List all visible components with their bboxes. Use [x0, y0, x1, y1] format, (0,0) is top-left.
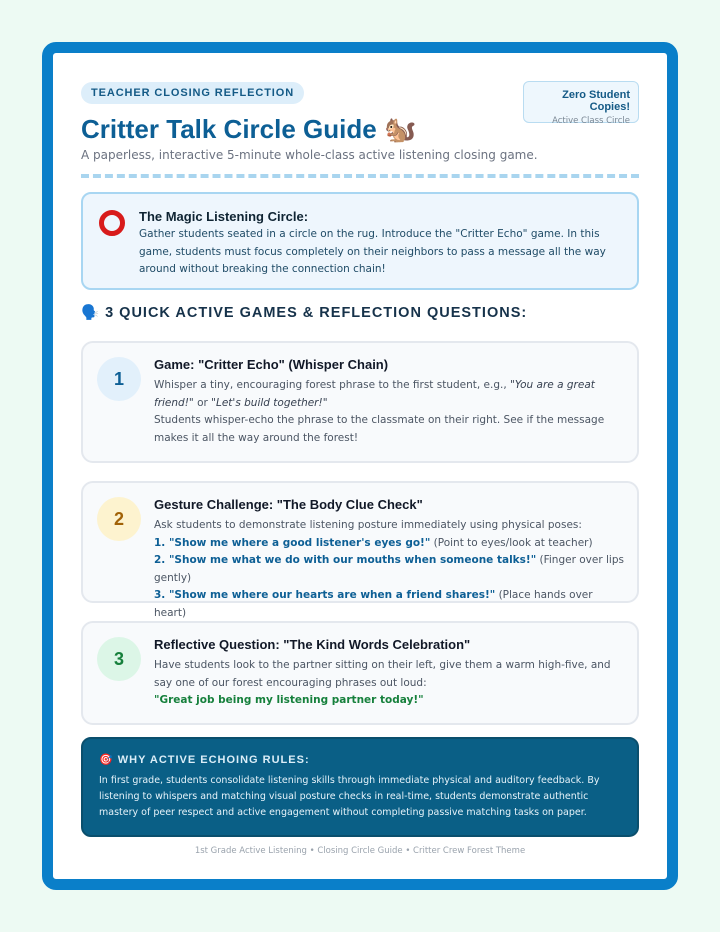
rules-body: In first grade, students consolidate listening skills through immediate physical and auditory feedback. By listening to whispers and matching visual posture checks in real-time, students demonstrate authentic mastery of peer respect and active engagement without completing passive matching tasks on paper. [99, 775, 600, 818]
list-item [154, 552, 624, 587]
gesture-prompt-2: 2. "Show me what we do with our mouths when someone talks!" [154, 554, 537, 566]
step-number-2: 2 [97, 497, 141, 541]
card3-body [154, 657, 624, 710]
card1-intro: Whisper a tiny, encouraging forest phrase to the first student, e.g., [154, 379, 511, 391]
games-section-heading-text: 3 QUICK ACTIVE GAMES & REFLECTION QUESTIONS: [105, 305, 528, 321]
card3-quote: "Great job being my listening partner today!" [154, 694, 424, 706]
card1-heading: Game: "Critter Echo" (Whisper Chain) [154, 357, 389, 372]
card1-or: or [193, 396, 212, 409]
card3-heading: Reflective Question: "The Kind Words Celebration" [154, 637, 471, 652]
step-number-3: 3 [97, 637, 141, 681]
page-footer: 1st Grade Active Listening • Closing Circle Guide • Critter Crew Forest Theme [194, 846, 526, 856]
gesture-prompt-3: 3. "Show me where our hearts are when a friend shares!" [154, 589, 496, 601]
game-card-1 [81, 341, 639, 463]
card1-phrase-1: "You are a great friend!" [154, 379, 595, 409]
magic-circle-callout [81, 192, 639, 290]
gesture-note-1: (Point to eyes/look at teacher) [430, 536, 593, 549]
game-card-2 [81, 481, 639, 619]
page-title-text: Critter Talk Circle Guide [81, 114, 377, 144]
zero-copies-badge [523, 81, 639, 126]
squirrel-icon: 🐿️ [383, 114, 417, 144]
game-card-3 [81, 621, 639, 725]
magic-heading: The Magic Listening Circle: [139, 209, 309, 224]
page-content [81, 81, 639, 856]
gesture-prompt-1: 1. "Show me where a good listener's eyes go!" [154, 536, 431, 549]
list-item [154, 587, 624, 622]
card3-text: Have students look to the partner sitting on their left, give them a warm high-five, and say one of our forest encouraging phrases out loud: [154, 659, 611, 689]
gesture-note-2: (Finger over lips gently) [154, 554, 624, 584]
circle-ring-icon [99, 210, 125, 236]
page-frame [42, 42, 678, 890]
speaking-head-icon: 🗣️ [81, 305, 101, 321]
card2-heading: Gesture Challenge: "The Body Clue Check" [154, 497, 423, 512]
dashed-divider [81, 174, 639, 178]
badge-subtitle: Active Class Circle [552, 116, 630, 126]
games-section-heading [81, 304, 639, 321]
rules-heading [99, 753, 310, 766]
rules-callout [81, 737, 639, 837]
page-subtitle: A paperless, interactive 5-minute whole-class active listening closing game. [81, 148, 538, 162]
target-icon: 🎯 [99, 754, 114, 766]
rules-heading-text: WHY ACTIVE ECHOING RULES: [117, 754, 310, 766]
badge-title: Zero Student Copies! [562, 89, 630, 113]
card1-phrase-2: "Let's build together!" [211, 396, 328, 409]
card1-body [154, 377, 624, 447]
card1-instructions: Students whisper-echo the phrase to the classmate on their right. See if the message makes it all the way around the forest! [154, 414, 605, 444]
card2-body [154, 517, 624, 622]
step-number-1: 1 [97, 357, 141, 401]
card2-intro: Ask students to demonstrate listening posture immediately using physical poses: [154, 519, 582, 531]
gesture-note-3: (Place hands over heart) [154, 589, 593, 619]
magic-body: Gather students seated in a circle on the rug. Introduce the "Critter Echo" game. In this game, students must focus completely on their neighbors to pass a message all the way around without breaking the connection chain! [139, 228, 606, 275]
list-item [154, 535, 624, 553]
category-tag: TEACHER CLOSING REFLECTION [81, 82, 304, 104]
